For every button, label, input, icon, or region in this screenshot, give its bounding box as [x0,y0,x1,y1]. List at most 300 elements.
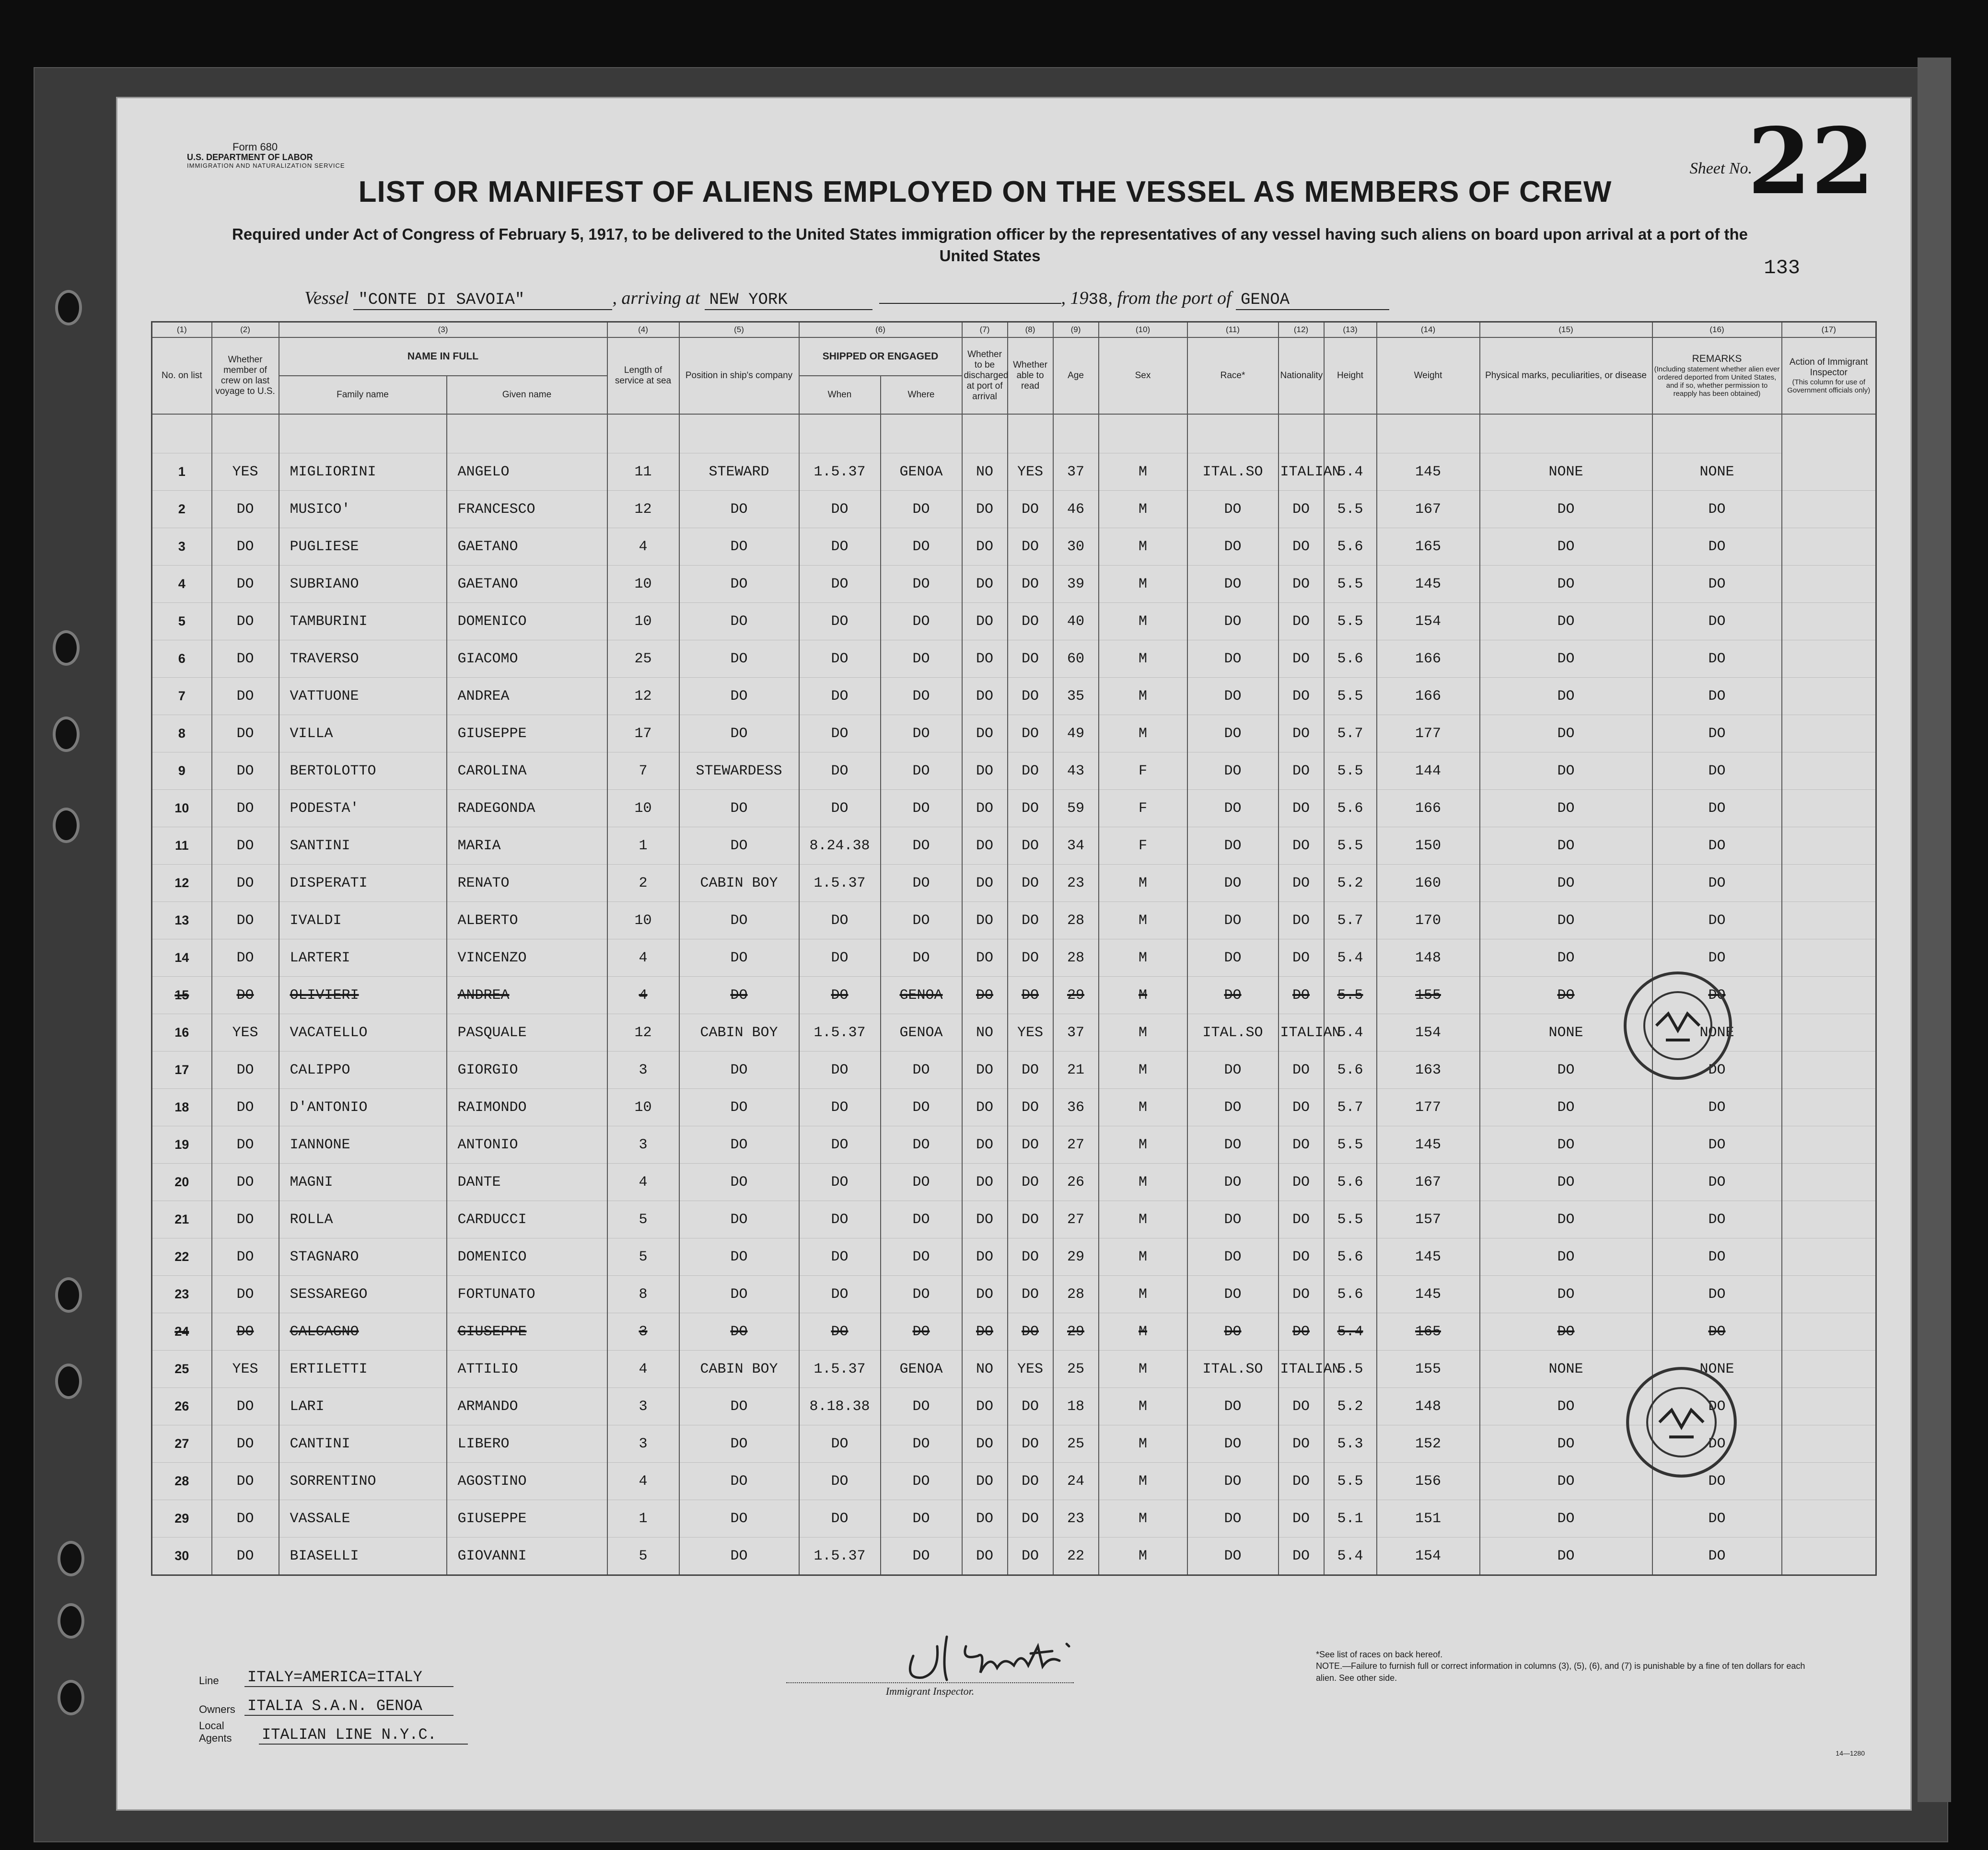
able-to-read-cell: DO [1008,790,1053,827]
shipped-when-cell: DO [799,752,881,790]
member-last-voyage-cell: DO [212,1463,279,1500]
service-name: IMMIGRATION AND NATURALIZATION SERVICE [187,162,345,169]
remarks-cell: NONE [1652,1351,1782,1388]
height-cell: 5.6 [1324,1052,1377,1089]
inspector-label: Immigrant Inspector. [786,1682,1074,1698]
sex-cell: M [1099,939,1187,977]
table-row [152,1388,1876,1425]
to-be-discharged-cell: DO [962,1238,1008,1276]
row-number-cell: 23 [152,1276,212,1313]
physical-marks-cell: DO [1480,1538,1652,1575]
arrival-port: NEW YORK [705,291,872,310]
remarks-cell: NONE [1652,1014,1782,1052]
family-name-cell: VATTUONE [279,678,447,715]
weight-cell: 177 [1377,1089,1480,1126]
given-name-cell: ANTONIO [447,1126,607,1164]
weight-cell: 148 [1377,939,1480,977]
shipped-where-cell: GENOA [881,1014,962,1052]
scan-page-edge [1918,58,1951,1802]
length-of-service-cell: 7 [607,752,679,790]
shipped-where-cell: DO [881,1388,962,1425]
header-height: Height [1324,337,1377,414]
shipped-where-cell: DO [881,1313,962,1351]
member-last-voyage-cell: DO [212,715,279,752]
race-cell: DO [1187,603,1279,640]
nationality-cell: DO [1279,865,1324,902]
to-be-discharged-cell: DO [962,1126,1008,1164]
header-when: When [799,376,881,414]
race-cell: DO [1187,752,1279,790]
physical-marks-cell: NONE [1480,1014,1652,1052]
position-cell: DO [679,939,799,977]
table-row [152,1052,1876,1089]
shipped-when-cell: DO [799,640,881,678]
weight-cell: 145 [1377,1126,1480,1164]
age-cell: 22 [1053,1538,1099,1575]
physical-marks-cell: DO [1480,640,1652,678]
agents-value: ITALIAN LINE N.Y.C. [259,1726,468,1745]
header-position: Position in ship's company [679,337,799,414]
page-subtitle: Required under Act of Congress of February 5, 1917, to be delivered to the United States immigration officer by the representatives of any vessel having such aliens on board upon arrival at a port of the United States [232,225,1748,265]
shipped-where-cell: DO [881,939,962,977]
inspector-action-cell [1782,1201,1876,1238]
shipped-where-cell: DO [881,1238,962,1276]
length-of-service-cell: 10 [607,566,679,603]
age-cell: 40 [1053,603,1099,640]
height-cell: 5.3 [1324,1425,1377,1463]
remarks-cell: DO [1652,865,1782,902]
race-cell: DO [1187,1388,1279,1425]
member-last-voyage-cell: DO [212,752,279,790]
weight-cell: 151 [1377,1500,1480,1538]
length-of-service-cell: 10 [607,1089,679,1126]
given-name-cell: GIACOMO [447,640,607,678]
sex-cell: M [1099,977,1187,1014]
table-row [152,1201,1876,1238]
sex-cell: F [1099,752,1187,790]
member-last-voyage-cell: DO [212,1089,279,1126]
table-row [152,1089,1876,1126]
length-of-service-cell: 4 [607,939,679,977]
sex-cell: M [1099,491,1187,528]
shipped-when-cell: DO [799,1463,881,1500]
arrival-date-blank [879,303,1061,304]
position-cell: DO [679,715,799,752]
physical-marks-cell: DO [1480,1052,1652,1089]
weight-cell: 165 [1377,1313,1480,1351]
nationality-cell: DO [1279,1538,1324,1575]
inspector-action-cell [1782,1126,1876,1164]
shipped-where-cell: DO [881,566,962,603]
race-cell: DO [1187,715,1279,752]
nationality-cell: DO [1279,528,1324,566]
header-action [1782,337,1876,414]
departure-port: GENOA [1236,291,1389,310]
consulate-stamp [1620,968,1735,1083]
able-to-read-cell: DO [1008,1089,1053,1126]
height-cell: 5.5 [1324,678,1377,715]
punch-hole [53,630,80,666]
shipped-where-cell: DO [881,902,962,939]
able-to-read-cell: DO [1008,1425,1053,1463]
shipped-when-cell: DO [799,715,881,752]
remarks-cell: DO [1652,1052,1782,1089]
inspector-action-cell [1782,902,1876,939]
given-name-cell: ATTILIO [447,1351,607,1388]
given-name-cell: DOMENICO [447,1238,607,1276]
family-name-cell: CALIPPO [279,1052,447,1089]
position-cell: DO [679,977,799,1014]
remarks-cell: DO [1652,528,1782,566]
member-last-voyage-cell: YES [212,1014,279,1052]
position-cell: DO [679,1052,799,1089]
weight-cell: 155 [1377,977,1480,1014]
physical-marks-cell: DO [1480,1276,1652,1313]
family-name-cell: CALCAGNO [279,1313,447,1351]
shipped-when-cell: DO [799,1238,881,1276]
weight-cell: 163 [1377,1052,1480,1089]
member-last-voyage-cell: DO [212,902,279,939]
remarks-cell: DO [1652,1126,1782,1164]
race-cell: DO [1187,1089,1279,1126]
length-of-service-cell: 5 [607,1538,679,1575]
race-cell: DO [1187,1126,1279,1164]
able-to-read-cell: DO [1008,1538,1053,1575]
col-number: (10) [1099,322,1187,338]
family-name-cell: MUSICO' [279,491,447,528]
header-name-in-full: NAME IN FULL [279,337,607,376]
position-cell: DO [679,1164,799,1201]
row-number-cell: 9 [152,752,212,790]
race-cell: ITAL.SO [1187,1351,1279,1388]
able-to-read-cell: DO [1008,640,1053,678]
shipped-when-cell: DO [799,1313,881,1351]
position-cell: CABIN BOY [679,1351,799,1388]
to-be-discharged-cell: NO [962,1014,1008,1052]
shipped-where-cell: GENOA [881,977,962,1014]
nationality-cell: ITALIAN [1279,453,1324,491]
table-row [152,939,1876,977]
race-cell: DO [1187,865,1279,902]
inspector-action-cell [1782,453,1876,491]
physical-marks-cell: DO [1480,1238,1652,1276]
table-row [152,491,1876,528]
family-name-cell: LARTERI [279,939,447,977]
given-name-cell: GAETANO [447,566,607,603]
to-be-discharged-cell: DO [962,1164,1008,1201]
header-physical-marks: Physical marks, peculiarities, or disease [1480,337,1652,414]
age-cell: 18 [1053,1388,1099,1425]
physical-marks-cell: DO [1480,790,1652,827]
form-identifier [187,141,345,169]
table-row [152,453,1876,491]
member-last-voyage-cell: DO [212,1388,279,1425]
position-cell: DO [679,1126,799,1164]
position-cell: DO [679,1425,799,1463]
to-be-discharged-cell: DO [962,1500,1008,1538]
nationality-cell: DO [1279,1238,1324,1276]
crew-manifest-table [151,321,1877,1576]
inspector-action-cell [1782,865,1876,902]
shipped-when-cell: DO [799,491,881,528]
row-number-cell: 14 [152,939,212,977]
weight-cell: 156 [1377,1463,1480,1500]
inspector-action-cell [1782,1164,1876,1201]
length-of-service-cell: 4 [607,1351,679,1388]
remarks-cell: DO [1652,1089,1782,1126]
length-of-service-cell: 10 [607,902,679,939]
height-cell: 5.2 [1324,865,1377,902]
to-be-discharged-cell: DO [962,865,1008,902]
weight-cell: 145 [1377,453,1480,491]
physical-marks-cell: DO [1480,752,1652,790]
remarks-cell: DO [1652,715,1782,752]
nationality-cell: DO [1279,640,1324,678]
shipped-where-cell: DO [881,790,962,827]
position-cell: DO [679,491,799,528]
sex-cell: M [1099,1463,1187,1500]
to-be-discharged-cell: DO [962,1388,1008,1425]
row-number-cell: 26 [152,1388,212,1425]
given-name-cell: RENATO [447,865,607,902]
shipped-where-cell: DO [881,1538,962,1575]
table-row [152,1276,1876,1313]
col-number: (1) [152,322,212,338]
weight-cell: 166 [1377,790,1480,827]
able-to-read-cell: DO [1008,1164,1053,1201]
able-to-read-cell: DO [1008,977,1053,1014]
weight-cell: 167 [1377,491,1480,528]
family-name-cell: SESSAREGO [279,1276,447,1313]
to-be-discharged-cell: NO [962,1351,1008,1388]
position-cell: STEWARD [679,453,799,491]
inspector-action-cell [1782,827,1876,865]
weight-cell: 145 [1377,1238,1480,1276]
remarks-cell: DO [1652,1500,1782,1538]
row-number-cell: 16 [152,1014,212,1052]
shipped-when-cell: 1.5.37 [799,1538,881,1575]
physical-marks-cell: DO [1480,1201,1652,1238]
inspector-action-cell [1782,1388,1876,1425]
shipped-where-cell: DO [881,715,962,752]
inspector-action-cell [1782,528,1876,566]
shipped-when-cell: DO [799,939,881,977]
header-action-note: (This column for use of Government officials only) [1787,378,1871,394]
height-cell: 5.5 [1324,827,1377,865]
inspector-action-cell [1782,939,1876,977]
to-be-discharged-cell: DO [962,715,1008,752]
remarks-cell: DO [1652,752,1782,790]
inspector-action-cell [1782,603,1876,640]
row-number-cell: 17 [152,1052,212,1089]
footer-details [199,1658,468,1745]
shipped-when-cell: DO [799,1164,881,1201]
col-number: (13) [1324,322,1377,338]
nationality-cell: DO [1279,1388,1324,1425]
nationality-cell: DO [1279,902,1324,939]
arrival-year: 38 [1088,291,1108,309]
sex-cell: M [1099,1538,1187,1575]
length-of-service-cell: 25 [607,640,679,678]
able-to-read-cell: DO [1008,865,1053,902]
nationality-cell: DO [1279,1126,1324,1164]
weight-cell: 154 [1377,1014,1480,1052]
physical-marks-cell: NONE [1480,453,1652,491]
physical-marks-cell: NONE [1480,1351,1652,1388]
shipped-when-cell: DO [799,678,881,715]
shipped-when-cell: DO [799,1126,881,1164]
row-number-cell: 15 [152,977,212,1014]
row-number-cell: 2 [152,491,212,528]
able-to-read-cell: DO [1008,1463,1053,1500]
to-be-discharged-cell: NO [962,453,1008,491]
table-row [152,1014,1876,1052]
vessel-label: Vessel [304,288,349,308]
header-remarks [1652,337,1782,414]
position-cell: DO [679,1313,799,1351]
given-name-cell: ANDREA [447,678,607,715]
physical-marks-cell: DO [1480,603,1652,640]
position-cell: STEWARDESS [679,752,799,790]
age-cell: 25 [1053,1351,1099,1388]
col-number: (16) [1652,322,1782,338]
member-last-voyage-cell: DO [212,1164,279,1201]
nationality-cell: DO [1279,1313,1324,1351]
row-number-cell: 12 [152,865,212,902]
race-cell: DO [1187,939,1279,977]
able-to-read-cell: DO [1008,1313,1053,1351]
to-be-discharged-cell: DO [962,1276,1008,1313]
remarks-cell: NONE [1652,453,1782,491]
weight-cell: 165 [1377,528,1480,566]
to-be-discharged-cell: DO [962,752,1008,790]
family-name-cell: D'ANTONIO [279,1089,447,1126]
member-last-voyage-cell: YES [212,1351,279,1388]
family-name-cell: PUGLIESE [279,528,447,566]
age-cell: 60 [1053,640,1099,678]
inspector-action-cell [1782,1014,1876,1052]
age-cell: 27 [1053,1201,1099,1238]
member-last-voyage-cell: DO [212,865,279,902]
given-name-cell: FORTUNATO [447,1276,607,1313]
sex-cell: M [1099,1014,1187,1052]
height-cell: 5.5 [1324,603,1377,640]
able-to-read-cell: DO [1008,1126,1053,1164]
to-be-discharged-cell: DO [962,1425,1008,1463]
agents-label: Local Agents [199,1720,232,1744]
table-row [152,1500,1876,1538]
header-nationality: Nationality [1279,337,1324,414]
folio-number: 133 [1764,256,1800,279]
race-cell: DO [1187,1052,1279,1089]
weight-cell: 144 [1377,752,1480,790]
physical-marks-cell: DO [1480,715,1652,752]
header-length-of-service: Length of service at sea [607,337,679,414]
family-name-cell: SORRENTINO [279,1463,447,1500]
header-family-name: Family name [279,376,447,414]
shipped-when-cell: DO [799,790,881,827]
age-cell: 36 [1053,1089,1099,1126]
able-to-read-cell: DO [1008,939,1053,977]
table-row [152,1164,1876,1201]
family-name-cell: ERTILETTI [279,1351,447,1388]
member-last-voyage-cell: DO [212,790,279,827]
shipped-where-cell: DO [881,491,962,528]
remarks-cell: DO [1652,939,1782,977]
remarks-cell: DO [1652,790,1782,827]
family-name-cell: MAGNI [279,1164,447,1201]
remarks-cell: DO [1652,1388,1782,1425]
height-cell: 5.4 [1324,1313,1377,1351]
physical-marks-cell: DO [1480,865,1652,902]
consulate-stamp [1623,1364,1740,1481]
table-row [152,715,1876,752]
given-name-cell: CAROLINA [447,752,607,790]
member-last-voyage-cell: DO [212,528,279,566]
age-cell: 59 [1053,790,1099,827]
sex-cell: M [1099,603,1187,640]
remarks-cell: DO [1652,640,1782,678]
shipped-when-cell: DO [799,1201,881,1238]
sex-cell: M [1099,678,1187,715]
form-number: Form 680 [233,141,278,153]
height-cell: 5.2 [1324,1388,1377,1425]
given-name-cell: GIUSEPPE [447,715,607,752]
race-cell: DO [1187,1313,1279,1351]
inspector-action-cell [1782,752,1876,790]
inspector-action-cell [1782,566,1876,603]
from-port-label: , from the port of [1108,288,1232,308]
position-cell: DO [679,1276,799,1313]
member-last-voyage-cell: DO [212,603,279,640]
race-cell: DO [1187,1276,1279,1313]
sex-cell: M [1099,1201,1187,1238]
physical-marks-cell: DO [1480,1388,1652,1425]
height-cell: 5.7 [1324,715,1377,752]
header-discharged: Whether to be discharged at port of arrival [962,337,1008,414]
year-prefix: , 19 [1061,288,1089,308]
nationality-cell: DO [1279,1463,1324,1500]
able-to-read-cell: DO [1008,1052,1053,1089]
nationality-cell: DO [1279,790,1324,827]
race-cell: DO [1187,1164,1279,1201]
footer-notes [1316,1649,1824,1684]
punch-hole [58,1680,84,1715]
remarks-cell: DO [1652,678,1782,715]
shipped-when-cell: 8.18.38 [799,1388,881,1425]
able-to-read-cell: DO [1008,566,1053,603]
age-cell: 49 [1053,715,1099,752]
table-row [152,790,1876,827]
family-name-cell: SUBRIANO [279,566,447,603]
nationality-cell: DO [1279,1164,1324,1201]
vessel-name: "CONTE DI SAVOIA" [353,291,612,310]
header-action-title: Action of Immigrant Inspector [1789,357,1868,378]
age-cell: 29 [1053,1313,1099,1351]
age-cell: 28 [1053,939,1099,977]
member-last-voyage-cell: DO [212,827,279,865]
age-cell: 37 [1053,1014,1099,1052]
col-number: (15) [1480,322,1652,338]
inspector-action-cell [1782,678,1876,715]
race-cell: DO [1187,827,1279,865]
length-of-service-cell: 1 [607,827,679,865]
age-cell: 26 [1053,1164,1099,1201]
able-to-read-cell: YES [1008,1014,1053,1052]
remarks-cell: DO [1652,902,1782,939]
col-number: (17) [1782,322,1876,338]
length-of-service-cell: 11 [607,453,679,491]
